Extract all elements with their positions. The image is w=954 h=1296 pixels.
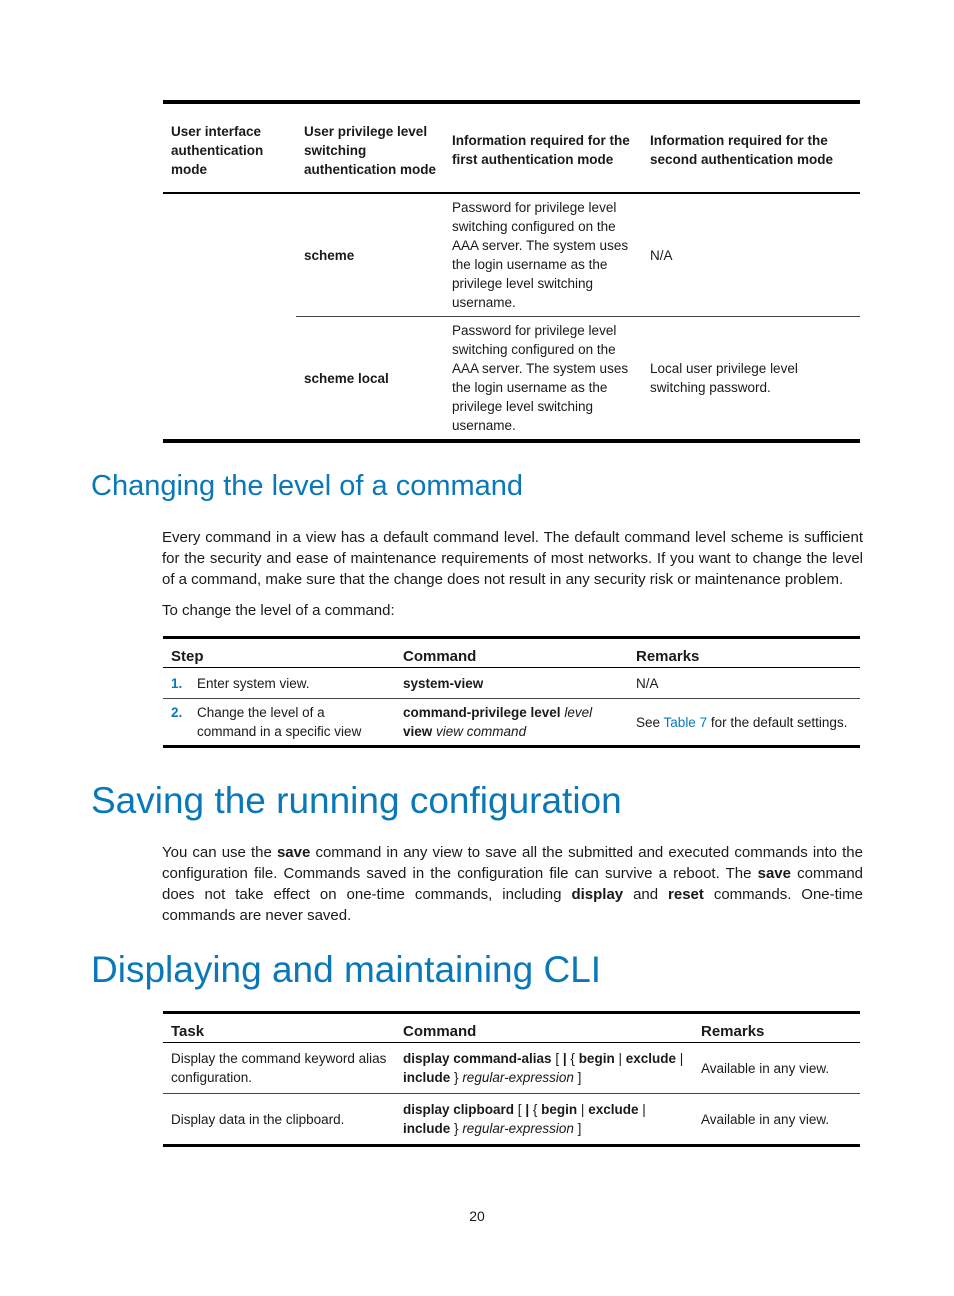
syntax-bracket: {	[532, 1102, 538, 1117]
command-keyword: exclude	[588, 1102, 639, 1117]
command-keyword: include	[403, 1070, 451, 1085]
task-cell: Display data in the clipboard.	[171, 1111, 345, 1127]
command-cell	[395, 699, 628, 747]
command-argument: regular-expression	[462, 1070, 574, 1085]
command-keyword: include	[403, 1121, 451, 1136]
text-run: and	[633, 886, 659, 903]
keyword-display: display	[571, 886, 624, 903]
header-command: Command	[395, 638, 628, 668]
header-task: Task	[163, 1013, 395, 1043]
command-keyword: begin	[578, 1051, 615, 1066]
first-info-cell: Password for privilege level switching configured on the AAA server. The system uses the login username as the privilege level switching username.	[444, 193, 642, 317]
header-switch-auth-mode: User privilege level switching authentication mode	[296, 102, 444, 193]
ui-auth-mode-cell	[163, 193, 296, 441]
command-cell	[395, 668, 628, 699]
syntax-bracket: [	[517, 1102, 522, 1117]
second-info-cell: Local user privilege level switching password.	[650, 361, 798, 395]
syntax-bracket: |	[642, 1102, 646, 1117]
section-title-display-cli: Displaying and maintaining CLI	[91, 949, 602, 990]
text-run: command does not take effect on one-time commands, including	[162, 865, 863, 903]
header-remarks: Remarks	[693, 1013, 860, 1043]
text-run: You can use the	[162, 844, 272, 861]
syntax-bracket: ]	[577, 1070, 582, 1085]
step-number: 2.	[171, 705, 183, 720]
remarks-cell	[628, 699, 860, 747]
header-first-auth-info: Information required for the first authentication mode	[444, 102, 642, 193]
syntax-bracket: ]	[577, 1121, 582, 1136]
command-keyword: |	[562, 1051, 567, 1066]
command-keyword: begin	[541, 1102, 578, 1117]
command-cell	[395, 1094, 693, 1146]
remarks-cell: Available in any view.	[701, 1111, 830, 1127]
command-keyword: exclude	[625, 1051, 677, 1066]
command-keyword: display command-alias	[403, 1051, 552, 1066]
task-cell: Display the command keyword alias configuration.	[163, 1043, 395, 1094]
save-config-paragraph	[162, 842, 863, 926]
keyword-save: save	[757, 865, 791, 882]
syntax-bracket: |	[618, 1051, 622, 1066]
syntax-bracket: |	[679, 1051, 684, 1066]
step-number: 1.	[171, 675, 183, 691]
header-second-auth-info: Information required for the second authentication mode	[642, 102, 860, 193]
switch-mode-cell: scheme local	[304, 370, 389, 386]
display-commands-table	[163, 1011, 860, 1147]
section-title-change-level: Changing the level of a command	[91, 470, 524, 502]
text-run: command in any view to save all the submitted and executed commands into the configuration file. Commands saved in the configuration file can survive a reboot. The	[162, 844, 863, 882]
table-row	[163, 1094, 860, 1146]
syntax-bracket: }	[454, 1121, 459, 1136]
table-row	[163, 699, 860, 747]
privilege-auth-table	[163, 100, 860, 443]
syntax-bracket: }	[454, 1070, 459, 1085]
command-keyword: display clipboard	[403, 1102, 515, 1117]
header-step: Step	[163, 638, 395, 668]
step-description: Change the level of a command in a specific view	[197, 705, 362, 739]
keyword-reset: reset	[668, 886, 704, 903]
second-info-cell: N/A	[642, 193, 860, 317]
step-description: Enter system view.	[197, 675, 310, 691]
section-title-save-config: Saving the running configuration	[91, 780, 622, 821]
switch-mode-cell: scheme	[296, 193, 444, 317]
table-row	[163, 193, 860, 317]
header-command: Command	[395, 1013, 693, 1043]
command-keyword: command-privilege level	[403, 705, 561, 720]
first-info-cell: Password for privilege level switching configured on the AAA server. The system uses the login username as the privilege level switching username.	[452, 323, 629, 433]
step-cell	[163, 699, 395, 747]
step-cell	[163, 668, 395, 699]
table-row	[163, 1043, 860, 1094]
command-argument: level	[564, 705, 593, 720]
command-keyword: view	[403, 724, 433, 739]
text-run: commands. One-time commands are never saved.	[162, 886, 863, 924]
table7-link[interactable]: Table 7	[663, 714, 708, 730]
remarks-text: See	[636, 714, 661, 730]
command-argument: regular-expression	[462, 1121, 574, 1136]
change-level-paragraph: Every command in a view has a default command level. The default command level scheme is sufficient for the security and ease of maintenance requirements of most networks. If you want to change the level of a command, make sure that the change does not result in any security risk or maintenance problem.	[162, 529, 863, 588]
page-number: 20	[469, 1208, 485, 1224]
command-argument: view command	[436, 724, 527, 739]
syntax-bracket: [	[555, 1051, 560, 1066]
remarks-cell: Available in any view.	[693, 1043, 860, 1094]
syntax-bracket: |	[580, 1102, 585, 1117]
command-keyword: |	[525, 1102, 530, 1117]
change-level-intro: To change the level of a command:	[162, 602, 395, 619]
header-remarks: Remarks	[628, 638, 860, 668]
keyword-save: save	[276, 844, 311, 861]
remarks-text: for the default settings.	[710, 714, 848, 730]
command-cell	[395, 1043, 693, 1094]
remarks-cell: N/A	[628, 668, 860, 699]
change-level-steps-table	[163, 636, 860, 748]
syntax-bracket: {	[570, 1051, 575, 1066]
command-keyword: system-view	[403, 675, 484, 691]
table-row	[163, 668, 860, 699]
header-ui-auth-mode: User interface authentication mode	[163, 102, 296, 193]
